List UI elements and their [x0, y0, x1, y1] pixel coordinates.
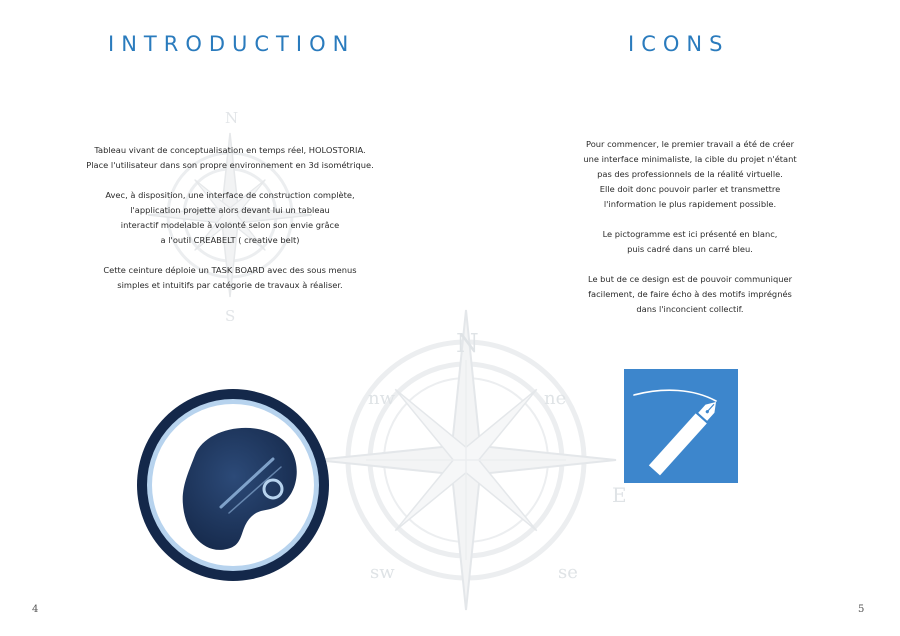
fountain-pen-icon	[624, 369, 738, 483]
page-title-icons: ICONS	[628, 32, 730, 56]
compass-nw-letter: nw	[368, 388, 395, 409]
text-line: l'application projette alors devant lui un tableau	[130, 205, 330, 215]
palette-icon	[133, 385, 333, 585]
text-line: Avec, à disposition, une interface de construction complète,	[105, 190, 355, 200]
text-line: dans l'inconcient collectif.	[636, 304, 744, 314]
compass-ne-letter: ne	[544, 388, 567, 409]
text-line: l'information le plus rapidement possible.	[603, 199, 777, 209]
text-line: Place l'utilisateur dans son propre environnement en 3d isométrique.	[86, 160, 374, 170]
intro-paragraph	[60, 188, 400, 248]
text-line: Elle doit donc pouvoir parler et transmettre	[599, 184, 781, 194]
compass-n-letter-small: N	[225, 109, 239, 127]
text-line: puis cadré dans un carré bleu.	[627, 244, 753, 254]
introduction-body	[60, 143, 400, 308]
text-line: pas des professionnels de la réalité virtuelle.	[597, 169, 783, 179]
intro-paragraph	[60, 263, 400, 293]
text-line: a l'outil CREABELT ( creative belt)	[160, 235, 300, 245]
compass-e-letter: E	[612, 483, 627, 507]
compass-se-letter: se	[558, 562, 578, 583]
text-line: interactif modelable à volonté selon son envie grâce	[120, 220, 340, 230]
compass-sw-letter: sw	[370, 562, 395, 583]
icons-paragraph	[545, 227, 835, 257]
text-line: simples et intuitifs par catégorie de travaux à réaliser.	[117, 280, 343, 290]
page-title-introduction: INTRODUCTION	[108, 32, 356, 56]
text-line: Cette ceinture déploie un TASK BOARD avec des sous menus	[103, 265, 357, 275]
text-line: facilement, de faire écho à des motifs imprégnés	[588, 289, 792, 299]
right-page	[450, 0, 900, 636]
compass-n-letter: N	[456, 329, 479, 359]
icons-body	[545, 137, 835, 332]
compass-s-letter-small: S	[225, 307, 236, 325]
icons-paragraph	[545, 272, 835, 317]
text-line: Le pictogramme est ici présenté en blanc,	[602, 229, 778, 239]
icons-paragraph	[545, 137, 835, 212]
text-line: Le but de ce design est de pouvoir communiquer	[587, 274, 793, 284]
intro-paragraph	[60, 143, 400, 173]
page-number: 5	[858, 604, 865, 615]
text-line: Tableau vivant de conceptualisation en temps réel, HOLOSTORIA.	[94, 145, 366, 155]
text-line: une interface minimaliste, la cible du projet n'étant	[583, 154, 797, 164]
page-number: 4	[32, 604, 39, 615]
text-line: Pour commencer, le premier travail a été de créer	[585, 139, 795, 149]
